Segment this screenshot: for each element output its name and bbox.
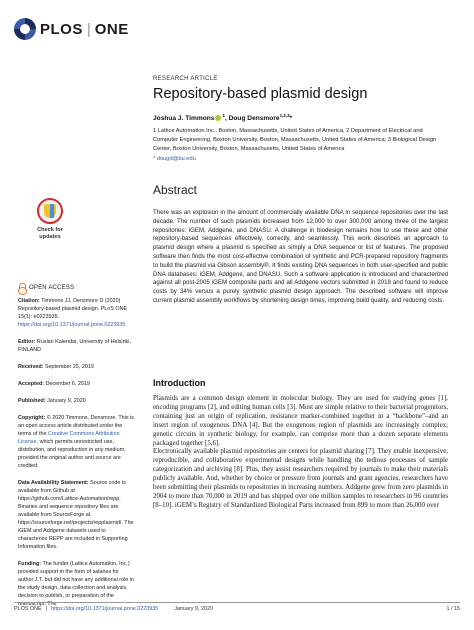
citation-block: Citation: Timmons JJ, Densmore D (2020) Repository-based plasmid design. PLoS ONE 15(1): e0223935. https://doi.org/10.1371/journal.pone.0223935 [18,298,128,328]
check-for-updates-badge[interactable] [33,198,67,250]
paragraph: Plasmids are a common design element in molecular biology. They are used for studying genes [1], encoding programs [2], and editing human cells [3]. Most are simple relative to their bacterial progenitors, containing just an origin of replication, resistance marker-combined together in a “backbone”–and an insert region of exogenous DNA [4]. But the exogenous region of plasmids are increasingly complex; genetic circuits in synthetic biology, for example, can comprise more than a dozen separate elements packaged together [5,6]. [153,395,448,447]
license-link[interactable]: Creative Commons Attribution License, [18,431,120,445]
plos-one-logo [14,18,129,40]
open-access-label: OPEN ACCESS [29,285,75,291]
editor-block: Editor: Ruslan Kalendar, University of Helsinki, FINLAND [18,339,131,353]
check-for-updates-icon [37,198,63,224]
corresponding-email-link[interactable]: * dougd@bu.edu [153,156,196,162]
introduction-heading: Introduction [153,378,206,388]
page-title: Repository-based plasmid design [153,86,368,102]
affiliations: 1 Lattice Automation Inc., Boston, Massachusetts, United States of America, 2 Department of Electrical and Computer Engineering, Boston University, Boston, Massachusetts, United States of America, 3 Biological Design Center, Boston University, Boston, Massachusetts, United States of America [153,128,437,152]
author-list: Joshua J. Timmons $^1$, Doug Densmore$^{1,2,3}$* [153,113,293,123]
paragraph: Electronically available plasmid repositories are centers for plasmid sharing [7]. They enable inexpensive, reproducible, and collaborative experimental designs while handling the tedious processes of sample categorization and archiving [8]. Plus, they assist researchers required by journals to make their materials publicly available. And, whether by choice or pressure from journals and grant agencies, researchers have been submitting their plasmids to repositories in increasing numbers. Addgene grew from zero plasmids in 2004 to more than 70,000 in 2019 and has shipped over one million samples to researchers in 96 countries [8–10]. iGEM’s Registry of Standardized Biological Parts increased from 899 to more than 26,000 over [153,448,448,509]
footer-date: January 9, 2020 [174,606,213,612]
brand-journal: ONE [94,20,129,38]
accepted-block: Accepted: December 6, 2019 [18,381,90,387]
author-name: Doug Densmore [228,115,280,123]
page-number: 1 / 15 [446,606,460,612]
published-block: Published: January 9, 2020 [18,398,86,404]
page-footer [14,602,460,612]
received-block: Received: September 25, 2019 [18,364,94,370]
abstract-text: There was an explosion in the amount of commercially available DNA in sequence repositories over the last decade. The number of such plasmids increased from 12,000 to over 300,000 among three of the largest repositories: iGEM, Addgene, and DNASU. A challenge in biodesign remains how to use these and other repository-based sequences effectively, correctly, and seamlessly. This work describes an approach to plasmid design where a plasmid is specified as simply a DNA sequence or list of features. The proposed software then finds the most cost-effective combination of synthetic and PCR-prepared repository fragments to build the plasmid via Gibson assembly®. It finds existing DNA sequences in both user-specified and public DNA databases: iGEM, Addgene, and DNASU. Such a software application is introduced and characterized against all post-2005 iGEM composite parts and all Addgene vectors submitted in 2018 and found to reduce costs by 34% versus a purely synthetic plasmid design approach. The described software will improve current plasmid assembly workflows by shortening design times, improving build quality, and reducing costs. [153,209,448,304]
check-for-updates-label: Check for updates [37,227,63,240]
article-type: RESEARCH ARTICLE [153,76,218,82]
abstract-heading: Abstract [153,183,198,197]
open-access-badge [18,283,74,293]
brand-separator: | [86,20,91,38]
plos-logo-icon [14,18,36,40]
funding-block: Funding: The funder (Lattice Automation, Inc.) provided support in the form of salaries for author J.T. but did not have any additional role in the study design, data collection and analysis, decision to publish, or preparation of the manuscript. The [18,561,134,607]
footer-journal: PLOS ONE [14,606,42,612]
footer-separator: | [45,606,47,612]
citation-doi-link[interactable]: https://doi.org/10.1371/journal.pone.0223935 [18,322,126,328]
brand-name: PLOS [40,20,83,38]
introduction-body [153,395,448,511]
article-metadata-sidebar [18,297,134,617]
author-name: Joshua J. Timmons [153,115,215,123]
data-availability-block: Data Availability Statement: Source code is available from Github at https://github.com/Lattice-Automation/repp. Binaries and sequence repository files are available from SourceForge at https://sourceforge.net/projects/repplasmid/. The iGEM and Addgene datasets used to characterize REPP are included in Supporting Information files. [18,480,134,550]
copyright-block: Copyright: © 2020 Timmons, Densmore. This is an open access article distributed under the terms of the Creative Commons Attribution License, which permits unrestricted use, distribution, and reproduction in any medium, provided the original author and source are credited. [18,415,134,469]
orcid-icon[interactable] [215,115,221,121]
open-lock-icon [18,283,25,293]
footer-doi-link[interactable]: https://doi.org/10.1371/journal.pone.0223935 [50,606,159,612]
